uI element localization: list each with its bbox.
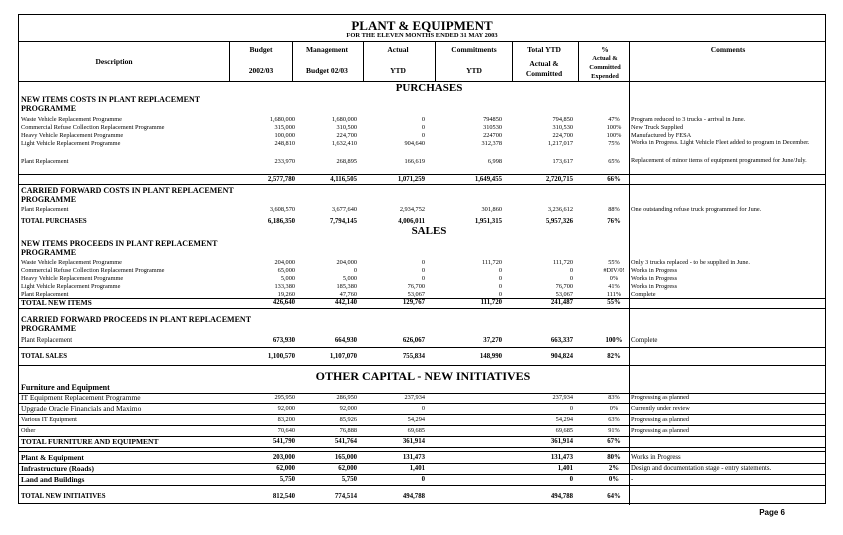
report-subtitle: FOR THE ELEVEN MONTHS ENDED 31 MAY 2003	[346, 32, 498, 39]
divider	[19, 41, 825, 42]
table-row: IT Equipment Replacement Programme 295,950 286,950 237,934 237,934 83% Progressing as planned	[21, 393, 690, 402]
header-management: Management	[305, 45, 349, 54]
header-management-budget: Budget 02/03	[306, 66, 348, 75]
group-heading: CARRIED FORWARD COSTS IN PLANT REPLACEMENT PROGRAMME	[21, 186, 234, 204]
header-budget: Budget	[249, 45, 273, 54]
report-table	[18, 14, 826, 504]
table-row: Light Vehicle Replacement Programme 248,810 1,632,410 904,640 312,378 1,217,017 75% Works in Progress. Light Vehicle Fleet added to program in December.	[21, 139, 810, 147]
column-divider	[578, 41, 579, 81]
subtotal-row: 2,577,780 4,116,505 1,071,259 1,649,455 2,720,715 66%	[267, 176, 621, 183]
total-row: TOTAL NEW ITEMS 426,640 442,140 129,767 111,720 241,487 55%	[21, 298, 621, 307]
header-comments: Comments	[710, 45, 746, 54]
table-row: Infrastructure (Roads) 62,000 62,000 1,401 1,401 2% Design and documentation stage - entry statements.	[21, 464, 772, 473]
header-pct-actual: Actual &	[592, 55, 618, 62]
header-total-ytd: Total YTD	[527, 45, 561, 54]
column-divider	[363, 41, 364, 81]
header-actual-ytd: YTD	[390, 66, 406, 75]
divider	[19, 308, 825, 309]
column-divider	[435, 41, 436, 81]
table-row: Plant Replacement 3,608,570 3,677,640 2,934,752 301,860 3,236,612 88% One outstanding refuse truck programmed for June.	[21, 206, 762, 213]
divider	[19, 347, 825, 348]
table-row: Upgrade Oracle Financials and Maximo 92,000 92,000 0 0 0% Currently under review	[21, 404, 690, 413]
header-pct-expended: Expended	[591, 73, 619, 80]
header-actual: Actual	[387, 45, 409, 54]
table-row: Light Vehicle Replacement Programme 133,380 185,380 76,700 0 76,700 41% Works in Progress	[21, 283, 678, 290]
header-commitments: Commitments	[451, 45, 497, 54]
section-other-capital: OTHER CAPITAL - NEW INITIATIVES	[315, 369, 531, 383]
column-divider	[229, 41, 230, 81]
table-row: Commercial Refuse Collection Replacement Programme 315,000 310,500 0 310530 310,530 100% New Truck Supplied	[21, 124, 684, 131]
total-row: TOTAL PURCHASES 6,186,350 7,794,145 4,006,011 1,951,315 5,957,326 76%	[21, 218, 621, 225]
divider	[19, 184, 825, 185]
header-commitments-ytd: YTD	[466, 66, 482, 75]
header-total-committed: Committed	[525, 69, 563, 78]
table-row: Heavy Vehicle Replacement Programme 100,000 224,700 0 224700 224,700 100% Manufactured by FESA	[21, 132, 692, 139]
group-heading: NEW ITEMS COSTS IN PLANT REPLACEMENT PROGRAMME	[21, 95, 200, 113]
table-row: Heavy Vehicle Replacement Programme 5,000 5,000 0 0 0 0% Works in Progress	[21, 275, 678, 282]
table-row: Waste Vehicle Replacement Programme 204,000 204,000 0 111,720 111,720 55% Only 3 trucks replaced - to be supplied in June.	[21, 259, 750, 266]
total-row: TOTAL FURNITURE AND EQUIPMENT 541,790 541,764 361,914 361,914 67%	[21, 437, 621, 446]
header-budget-year: 2002/03	[248, 66, 274, 75]
divider	[19, 447, 825, 448]
group-heading: Furniture and Equipment	[21, 383, 110, 392]
table-row: Commercial Refuse Collection Replacement Programme 65,000 0 0 0 0 #DIV/0! Works in Progress	[21, 267, 678, 274]
page-number: Page 6	[759, 508, 785, 517]
divider	[19, 365, 825, 366]
total-row: TOTAL SALES 1,100,570 1,107,070 755,834 148,990 904,824 82%	[21, 353, 621, 360]
table-row: Plant & Equipment 203,000 165,000 131,473 131,473 80% Works in Progress	[21, 453, 681, 462]
table-row: Land and Buildings 5,750 5,750 0 0 0% -	[21, 475, 634, 484]
total-row: TOTAL NEW INITIATIVES 812,540 774,514 494,788 494,788 64%	[21, 493, 621, 500]
section-purchases: PURCHASES	[395, 82, 463, 94]
table-row: Waste Vehicle Replacement Programme 1,680,000 1,680,000 0 794850 794,850 47% Program reduced to 3 trucks - arrival in June.	[21, 116, 746, 123]
group-heading: CARRIED FORWARD PROCEEDS IN PLANT REPLACEMENT PROGRAMME	[21, 315, 251, 333]
divider	[19, 485, 825, 486]
report-title: PLANT & EQUIPMENT	[351, 18, 493, 33]
group-heading: NEW ITEMS PROCEEDS IN PLANT REPLACEMENT PROGRAMME	[21, 239, 218, 257]
header-pct: %	[601, 45, 609, 54]
table-row: Various IT Equipment 83,200 85,926 54,294 54,294 63% Progressing as planned	[21, 416, 690, 423]
table-row: Plant Replacement 673,930 664,930 626,067 37,270 663,337 100% Complete	[21, 337, 658, 344]
header-total-actual: Actual &	[529, 59, 559, 68]
column-divider	[512, 41, 513, 81]
header-pct-committed: Committed	[589, 64, 621, 71]
table-row: Plant Replacement 233,970 268,895 166,619 6,998 173,617 65% Replacement of minor items of equipment programmed for June/July.	[21, 157, 807, 165]
section-sales: SALES	[411, 225, 447, 237]
table-row: Other 70,640 76,888 69,685 69,685 91% Progressing as planned	[21, 427, 690, 434]
header-description: Description	[95, 57, 133, 66]
column-divider	[292, 41, 293, 81]
divider	[19, 451, 825, 452]
table-row: Plant Replacement 19,260 47,760 53,067 0 53,067 111% Complete	[21, 291, 656, 298]
